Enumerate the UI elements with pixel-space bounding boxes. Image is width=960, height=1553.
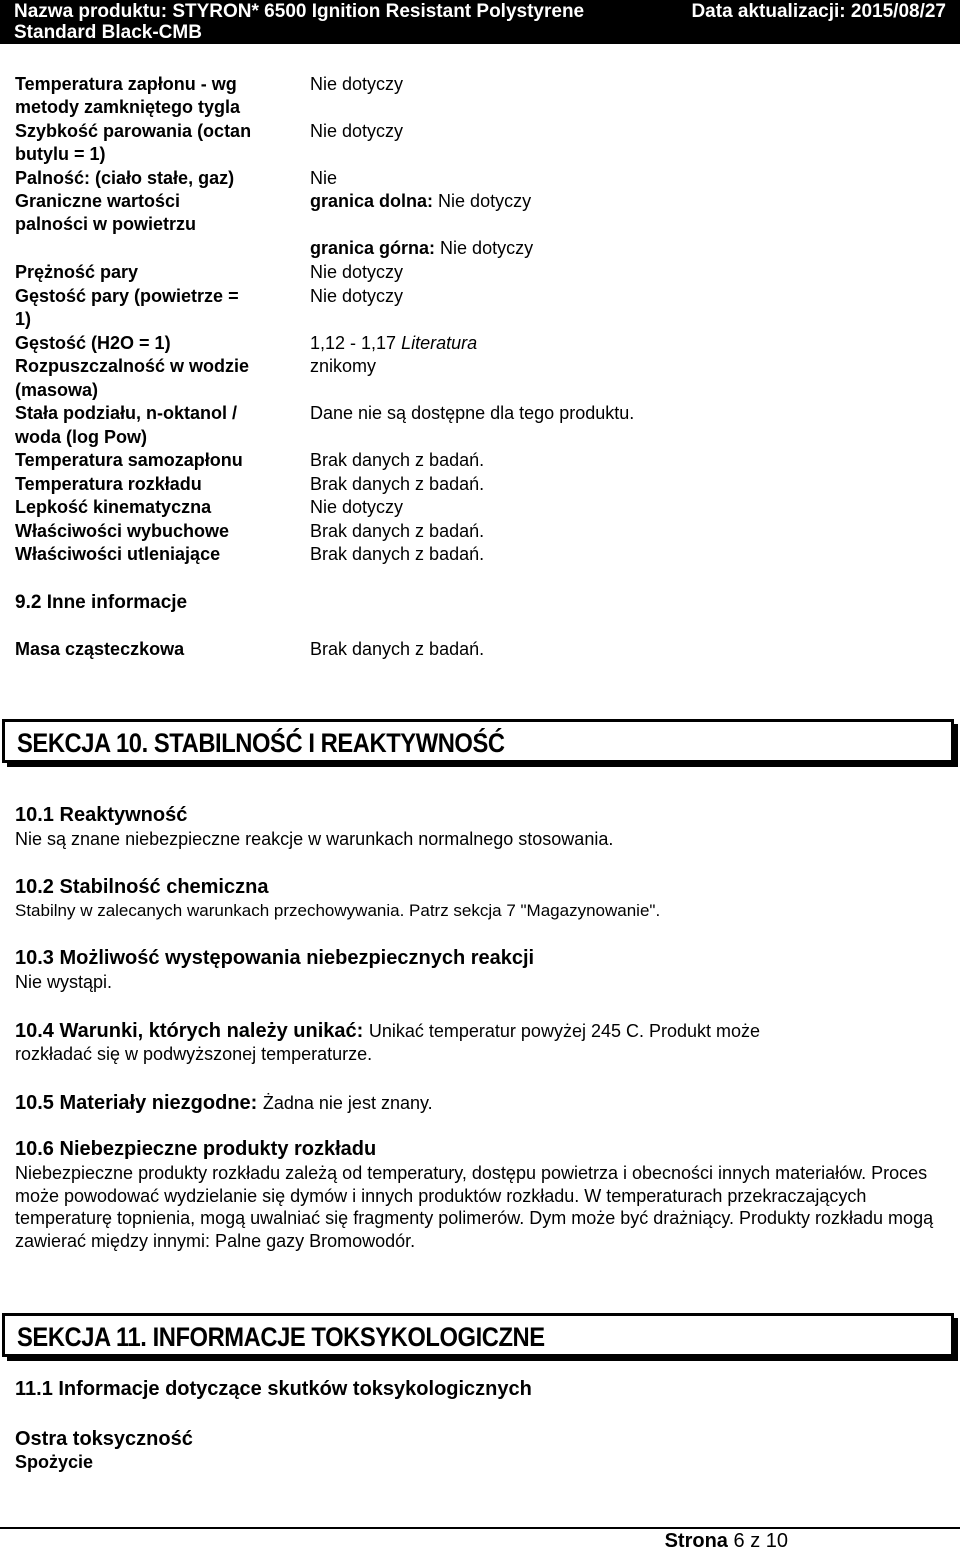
paragraph: rozkładać się w podwyższonej temperaturze. [15,1044,373,1064]
prop-label: Temperatura samozapłonu [15,450,243,470]
prop-label: Właściwości wybuchowe [15,521,230,541]
prop-label: Właściwości utleniające [15,544,221,564]
prop-label: Prężność pary [15,262,139,282]
subsection-title: 9.2 Inne informacje [15,592,188,613]
prop-label: Rozpuszczalność w wodzie [15,356,250,376]
subsection-heading: 10.3 Możliwość występowania niebezpiecznych reakcji [15,947,535,969]
paragraph: Stabilny w zalecanych warunkach przechowywania. Patrz sekcja 7 "Magazynowanie". [15,901,661,920]
prop-label: Spożycie [15,1452,94,1472]
prop-label: Lepkość kinematyczna [15,497,212,517]
prop-value: Brak danych z badań. [310,474,485,494]
footer-divider [0,1527,960,1529]
prop-value: znikomy [310,356,377,376]
prop-label: Gęstość (H2O = 1) [15,333,171,353]
product-name: Nazwa produktu: STYRON* 6500 Ignition Resistant Polystyrene [14,1,585,22]
prop-label: Temperatura zapłonu - wg [15,74,237,94]
prop-value: Nie dotyczy [310,74,404,94]
prop-label: palności w powietrzu [15,214,197,234]
prop-label: metody zamkniętego tygla [15,97,241,117]
prop-value: Brak danych z badań. [310,544,485,564]
prop-label: Temperatura rozkładu [15,474,202,494]
prop-label: Szybkość parowania (octan [15,121,252,141]
prop-label: Graniczne wartości [15,191,181,211]
prop-label: Stała podziału, n-oktanol / [15,403,238,423]
prop-label: Gęstość pary (powietrze = [15,286,239,306]
prop-value: granica dolna: Nie dotyczy [310,191,532,211]
prop-value: 1,12 - 1,17 Literatura [310,333,478,353]
revision-date: Data aktualizacji: 2015/08/27 [691,1,946,22]
page-number: Strona 6 z 10 [664,1530,788,1552]
prop-label: woda (log Pow) [15,427,147,447]
prop-value: Dane nie są dostępne dla tego produktu. [310,403,635,423]
prop-value: Nie dotyczy [310,121,404,141]
prop-value: Brak danych z badań. [310,639,485,659]
section-header [2,1313,954,1357]
subsection-heading: 11.1 Informacje dotyczące skutków toksykologicznych [15,1378,532,1400]
prop-value: Brak danych z badań. [310,521,485,541]
prop-value: Brak danych z badań. [310,450,485,470]
section-title: SEKCJA 10. STABILNOŚĆ I REAKTYWNOŚĆ [17,728,505,758]
subsection-heading: 10.2 Stabilność chemiczna [15,876,269,898]
prop-value: Nie dotyczy [310,286,404,306]
paragraph: Nie są znane niebezpieczne reakcje w warunkach normalnego stosowania. [15,829,614,849]
prop-label: Palność: (ciało stałe, gaz) [15,168,235,188]
document-header [0,0,960,44]
subsection-heading: 10.1 Reaktywność [15,804,188,826]
subsection-heading: 10.6 Niebezpieczne produkty rozkładu [15,1138,377,1160]
subsection-heading: 10.4 Warunki, których należy unikać: Unikać temperatur powyżej 245 C. Produkt może [15,1020,761,1042]
product-name-line2: Standard Black-CMB [14,22,202,43]
prop-value: Nie dotyczy [310,497,404,517]
prop-value: Nie [310,168,338,188]
prop-label: butylu = 1) [15,144,106,164]
prop-value: Nie dotyczy [310,262,404,282]
prop-label: (masowa) [15,380,99,400]
prop-label: Masa cząsteczkowa [15,639,185,659]
subsection-heading: 10.5 Materiały niezgodne: Żadna nie jest znany. [15,1092,433,1114]
section-header [2,719,954,763]
paragraph: Nie wystąpi. [15,972,113,992]
section-title: SEKCJA 11. INFORMACJE TOKSYKOLOGICZNE [17,1322,545,1352]
prop-label: 1) [15,309,32,329]
prop-value: granica górna: Nie dotyczy [310,238,534,258]
subsection-heading: Ostra toksyczność [15,1428,193,1450]
paragraph: Niebezpieczne produkty rozkładu zależą od temperatury, dostępu powietrza i obecności innych materiałów. Proces może powodować wydzielanie się dymów i innych produktów rozkładu. W temperaturach przekraczających temperaturę topnienia, mogą uwalniać się fragmenty polimerów. Dym może być drażniący. Produkty rozkładu mogą zawierać między innymi: Palne gazy Bromowodór. [15,1163,934,1251]
